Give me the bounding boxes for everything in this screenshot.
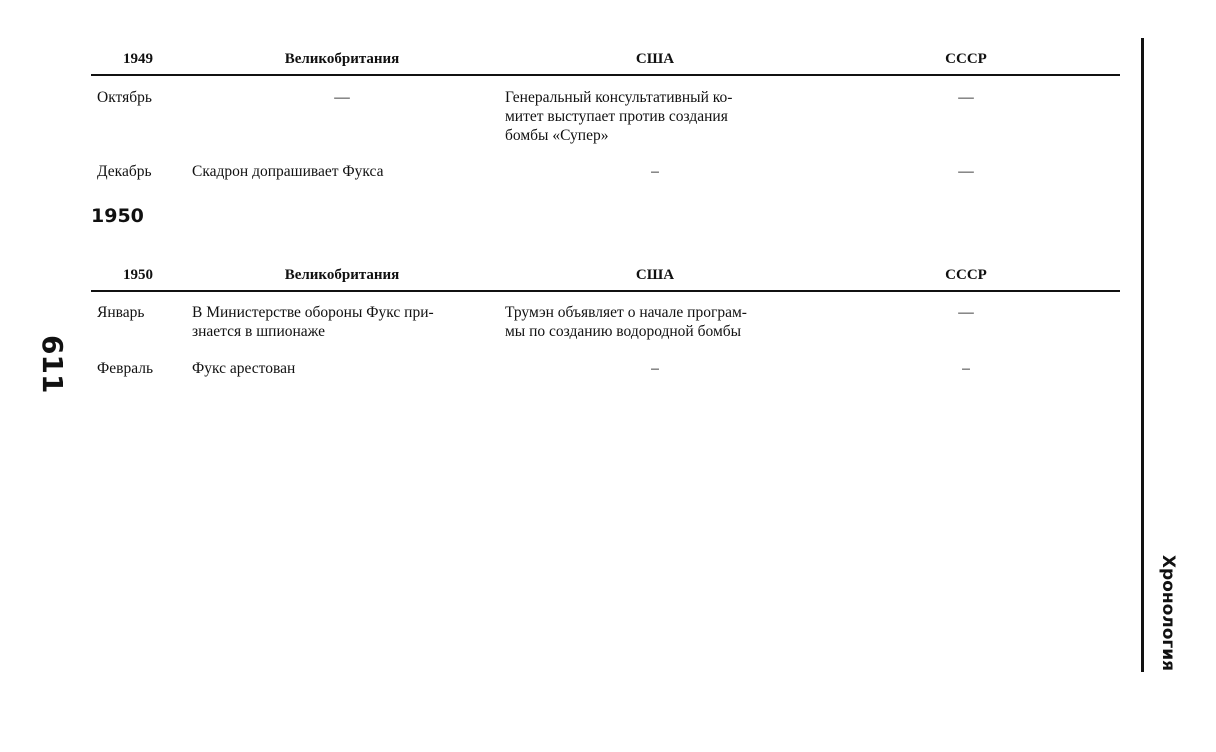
header-uk: Великобритания: [284, 51, 400, 67]
cell-ussr: —: [958, 304, 974, 321]
cell-ussr: –: [962, 360, 970, 377]
page-number: 611: [36, 335, 69, 394]
cell-us: [505, 88, 805, 145]
header-us: США: [635, 51, 675, 67]
table-1949-header: [91, 48, 1120, 70]
cell-month: Январь: [97, 304, 145, 321]
cell-us-line: мы по созданию водородной бомбы: [505, 323, 742, 340]
cell-ussr: —: [958, 163, 974, 180]
cell-uk-line: В Министерстве обороны Фукс при-: [192, 304, 434, 321]
table-1950-header: [91, 264, 1120, 286]
header-ussr: СССР: [945, 51, 987, 67]
header-ussr: СССР: [945, 267, 987, 283]
cell-ussr: —: [958, 89, 974, 106]
cell-us: –: [651, 360, 659, 377]
header-us: США: [635, 267, 675, 283]
section-heading: 1950: [91, 205, 144, 227]
running-title: Хронология: [1158, 554, 1178, 672]
cell-month: Февраль: [97, 360, 154, 377]
header-rule: [91, 290, 1120, 292]
cell-uk: Фукс арестован: [192, 360, 296, 377]
cell-uk: —: [334, 89, 350, 106]
cell-month: Декабрь: [97, 163, 152, 180]
cell-us-line: бомбы «Супер»: [505, 127, 609, 144]
header-rule: [91, 74, 1120, 76]
cell-us-line: митет выступает против создания: [505, 108, 728, 125]
margin-rule: [1141, 38, 1144, 672]
cell-uk: Скадрон допрашивает Фукса: [192, 163, 384, 180]
cell-us: –: [651, 163, 659, 180]
cell-us: [505, 303, 805, 341]
cell-us-line: Трумэн объявляет о начале програм-: [505, 304, 747, 321]
cell-month: Октябрь: [97, 89, 152, 106]
header-uk: Великобритания: [284, 267, 400, 283]
header-year: 1950: [123, 267, 153, 283]
cell-uk-line: знается в шпионаже: [192, 323, 326, 340]
cell-us-line: Генеральный консультативный ко-: [505, 89, 733, 106]
header-year: 1949: [123, 51, 153, 67]
cell-uk: [192, 303, 492, 341]
